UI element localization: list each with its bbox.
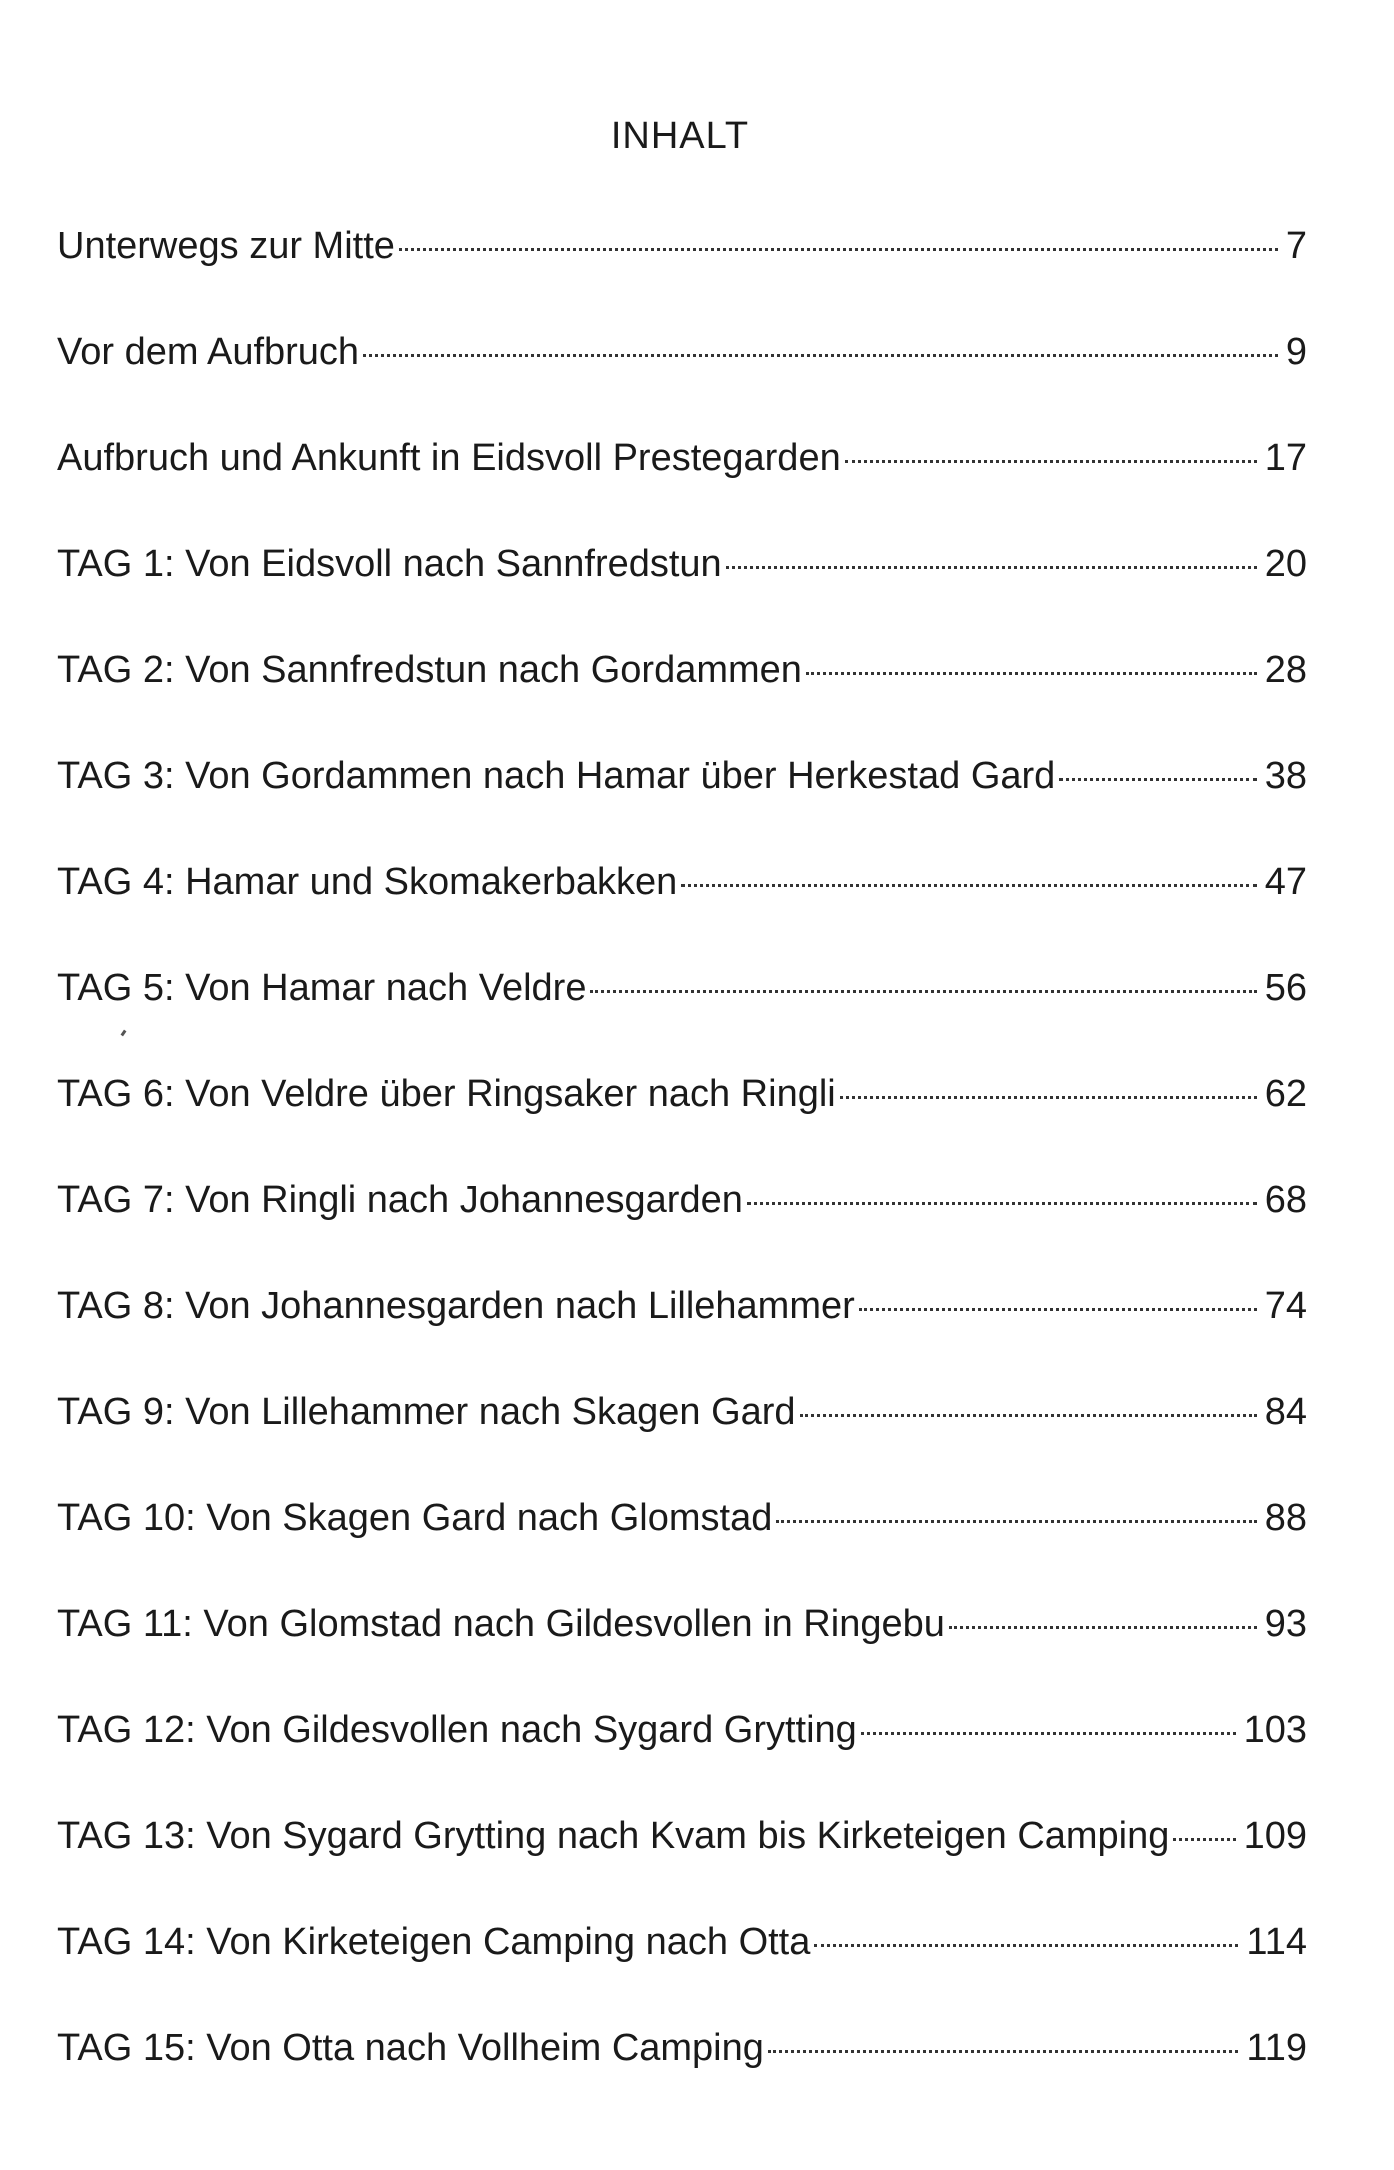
toc-entry-title: TAG 3: Von Gordammen nach Hamar über Herkestad Gard <box>57 755 1056 797</box>
toc-entry[interactable] <box>57 1812 1307 1918</box>
toc-entry-page: 28 <box>1264 649 1307 691</box>
toc-entry[interactable] <box>57 328 1307 434</box>
toc-entry-page: 9 <box>1285 331 1307 373</box>
toc-entry-title: Vor dem Aufbruch <box>57 331 360 373</box>
toc-entry-title: Aufbruch und Ankunft in Eidsvoll Prestegarden <box>57 437 841 479</box>
toc-entry[interactable] <box>57 858 1307 964</box>
toc-entry[interactable] <box>57 964 1307 1070</box>
toc-entry-page: 17 <box>1264 437 1307 479</box>
table-of-contents <box>57 222 1307 2130</box>
dot-leader <box>859 1308 1257 1311</box>
toc-entry-page: 62 <box>1264 1073 1307 1115</box>
dot-leader <box>726 566 1257 569</box>
dot-leader <box>747 1202 1257 1205</box>
toc-entry-title: TAG 5: Von Hamar nach Veldre <box>57 967 587 1009</box>
dot-leader <box>949 1626 1257 1629</box>
toc-entry[interactable] <box>57 2024 1307 2130</box>
toc-entry[interactable] <box>57 1176 1307 1282</box>
toc-entry-page: 56 <box>1264 967 1307 1009</box>
dot-leader <box>840 1096 1257 1099</box>
dot-leader <box>768 2050 1239 2053</box>
toc-entry-title: TAG 11: Von Glomstad nach Gildesvollen in Ringebu <box>57 1603 945 1645</box>
toc-entry-title: TAG 4: Hamar und Skomakerbakken <box>57 861 678 903</box>
toc-entry-page: 47 <box>1264 861 1307 903</box>
dot-leader <box>681 884 1256 887</box>
toc-entry[interactable] <box>57 1494 1307 1600</box>
dot-leader <box>776 1520 1256 1523</box>
toc-entry-page: 88 <box>1264 1497 1307 1539</box>
dot-leader <box>1059 778 1256 781</box>
dot-leader <box>363 354 1278 357</box>
toc-entry-title: TAG 1: Von Eidsvoll nach Sannfredstun <box>57 543 722 585</box>
toc-entry-page: 119 <box>1246 2027 1307 2069</box>
dot-leader <box>399 248 1278 251</box>
toc-entry[interactable] <box>57 1388 1307 1494</box>
toc-entry-title: TAG 2: Von Sannfredstun nach Gordammen <box>57 649 802 691</box>
toc-entry-page: 74 <box>1264 1285 1307 1327</box>
toc-entry-title: TAG 7: Von Ringli nach Johannesgarden <box>57 1179 743 1221</box>
toc-entry-title: TAG 15: Von Otta nach Vollheim Camping <box>57 2027 764 2069</box>
toc-entry-page: 20 <box>1264 543 1307 585</box>
toc-entry-page: 38 <box>1264 755 1307 797</box>
dot-leader <box>814 1944 1238 1947</box>
toc-entry-title: TAG 9: Von Lillehammer nach Skagen Gard <box>57 1391 796 1433</box>
toc-entry[interactable] <box>57 540 1307 646</box>
toc-entry-title: TAG 13: Von Sygard Grytting nach Kvam bis Kirketeigen Camping <box>57 1815 1170 1857</box>
toc-entry[interactable] <box>57 1600 1307 1706</box>
toc-entry-page: 103 <box>1243 1709 1307 1751</box>
page-title: INHALT <box>610 115 750 157</box>
dot-leader <box>806 672 1257 675</box>
dot-leader <box>861 1732 1236 1735</box>
toc-entry-title: Unterwegs zur Mitte <box>57 225 395 267</box>
toc-entry-title: TAG 14: Von Kirketeigen Camping nach Otta <box>57 1921 811 1963</box>
toc-entry-page: 109 <box>1243 1815 1307 1857</box>
toc-entry[interactable] <box>57 1282 1307 1388</box>
dot-leader <box>800 1414 1257 1417</box>
toc-entry-page: 84 <box>1264 1391 1307 1433</box>
toc-entry-page: 68 <box>1264 1179 1307 1221</box>
toc-entry-title: TAG 12: Von Gildesvollen nach Sygard Grytting <box>57 1709 857 1751</box>
dot-leader <box>845 460 1257 463</box>
toc-entry-title: TAG 10: Von Skagen Gard nach Glomstad <box>57 1497 773 1539</box>
dot-leader <box>590 990 1256 993</box>
toc-entry[interactable] <box>57 646 1307 752</box>
toc-entry-page: 93 <box>1264 1603 1307 1645</box>
toc-entry-page: 7 <box>1285 225 1307 267</box>
toc-entry[interactable] <box>57 222 1307 328</box>
toc-entry[interactable] <box>57 1706 1307 1812</box>
dot-leader <box>1173 1838 1235 1841</box>
toc-entry-page: 114 <box>1246 1921 1307 1963</box>
toc-entry-title: TAG 6: Von Veldre über Ringsaker nach Ringli <box>57 1073 836 1115</box>
toc-entry[interactable] <box>57 1918 1307 2024</box>
toc-entry[interactable] <box>57 1070 1307 1176</box>
toc-entry[interactable] <box>57 752 1307 858</box>
toc-entry-title: TAG 8: Von Johannesgarden nach Lillehammer <box>57 1285 855 1327</box>
toc-entry[interactable] <box>57 434 1307 540</box>
